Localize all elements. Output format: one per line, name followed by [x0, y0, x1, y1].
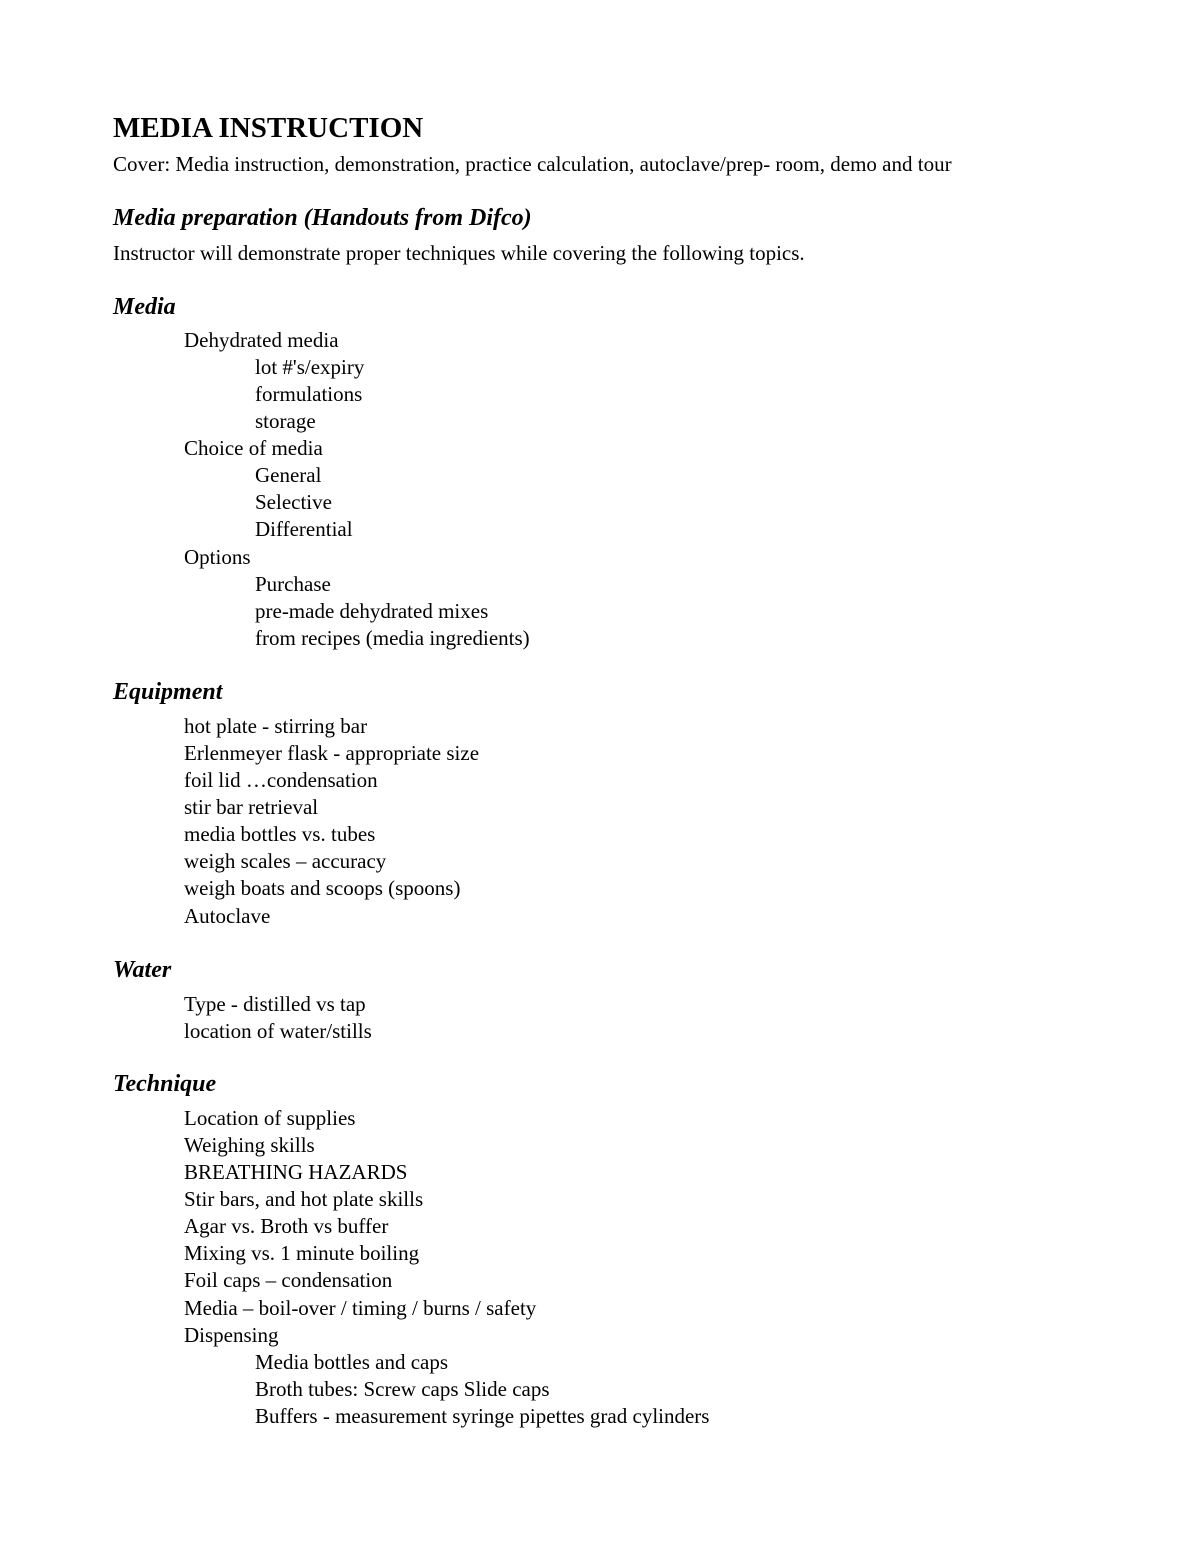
list-item: Options [184, 545, 251, 569]
section-heading-water: Water [113, 957, 172, 983]
list-item: Dispensing [184, 1323, 279, 1347]
document-title: MEDIA INSTRUCTION [113, 112, 424, 144]
list-item: pre-made dehydrated mixes [255, 599, 489, 623]
list-item: Choice of media [184, 436, 323, 460]
cover-line: Cover: Media instruction, demonstration, practice calculation, autoclave/prep- room, demo and tour [113, 152, 952, 176]
list-item: weigh scales – accuracy [184, 849, 387, 873]
list-item: Erlenmeyer flask - appropriate size [184, 741, 480, 765]
section-heading-media: Media [113, 294, 176, 320]
list-item: Media – boil-over / timing / burns / safety [184, 1296, 537, 1320]
list-item: Broth tubes: Screw caps Slide caps [255, 1377, 550, 1401]
list-item: Purchase [255, 572, 331, 596]
section-heading-equipment: Equipment [113, 679, 223, 705]
list-item: Buffers - measurement syringe pipettes grad cylinders [255, 1404, 710, 1428]
list-item: Autoclave [184, 904, 271, 928]
section-heading-technique: Technique [113, 1071, 217, 1097]
list-item: Foil caps – condensation [184, 1268, 393, 1292]
list-item: from recipes (media ingredients) [255, 626, 530, 650]
list-item: General [255, 463, 322, 487]
list-item: BREATHING HAZARDS [184, 1160, 408, 1184]
list-item: Weighing skills [184, 1133, 315, 1157]
list-item: formulations [255, 382, 363, 406]
list-item: Dehydrated media [184, 328, 339, 352]
list-item: Mixing vs. 1 minute boiling [184, 1241, 420, 1265]
list-item: Selective [255, 490, 332, 514]
list-item: Media bottles and caps [255, 1350, 449, 1374]
list-item: Type - distilled vs tap [184, 992, 366, 1016]
list-item: foil lid …condensation [184, 768, 378, 792]
list-item: storage [255, 409, 316, 433]
list-item: stir bar retrieval [184, 795, 319, 819]
list-item: media bottles vs. tubes [184, 822, 376, 846]
list-item: Agar vs. Broth vs buffer [184, 1214, 389, 1238]
list-item: Stir bars, and hot plate skills [184, 1187, 424, 1211]
list-item: location of water/stills [184, 1019, 372, 1043]
list-item: hot plate - stirring bar [184, 714, 368, 738]
list-item: Differential [255, 517, 353, 541]
list-item: weigh boats and scoops (spoons) [184, 876, 461, 900]
list-item: lot #'s/expiry [255, 355, 365, 379]
list-item: Location of supplies [184, 1106, 356, 1130]
media-preparation-intro: Instructor will demonstrate proper techniques while covering the following topics. [113, 241, 805, 265]
section-heading-media-preparation: Media preparation (Handouts from Difco) [113, 205, 532, 231]
